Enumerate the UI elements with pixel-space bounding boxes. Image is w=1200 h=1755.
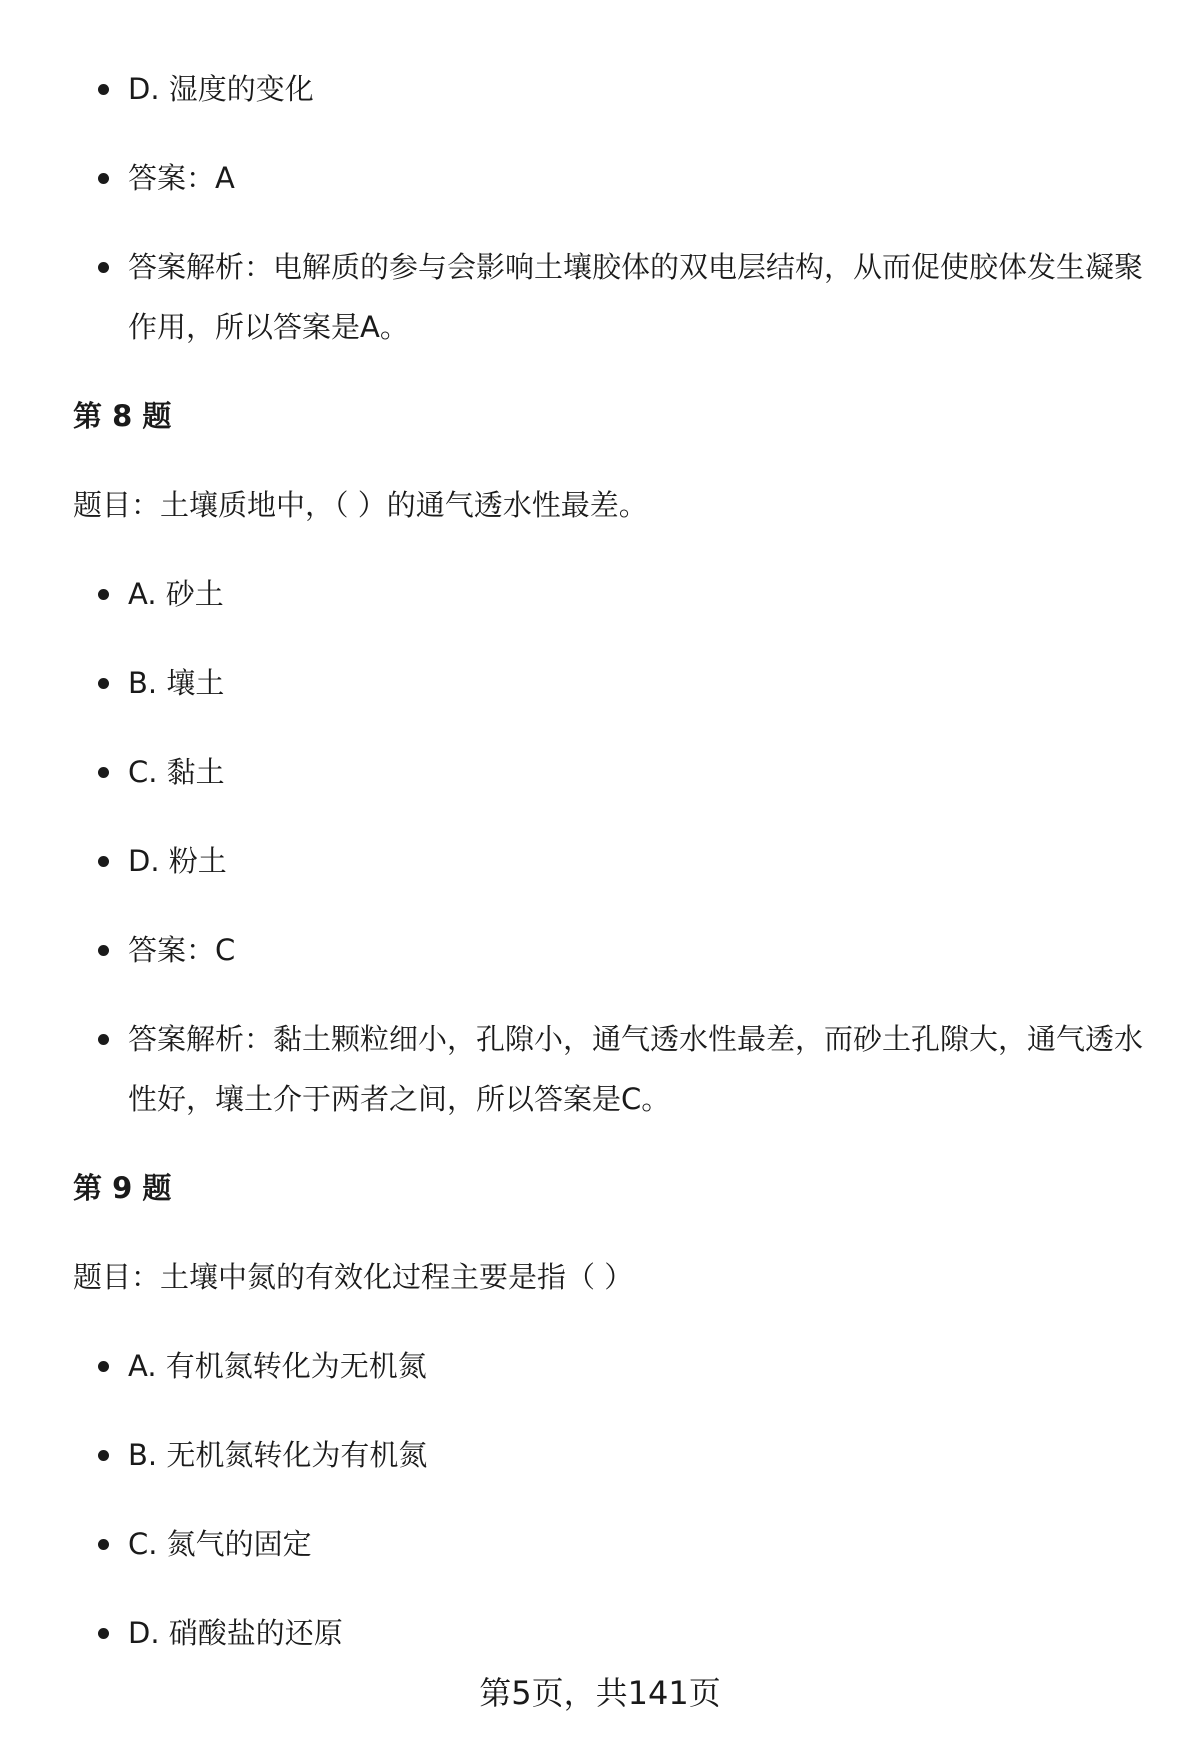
answer-explanation: 答案解析：电解质的参与会影响土壤胶体的双电层结构，从而促使胶体发生凝聚作用，所以答案是A。: [128, 250, 1144, 344]
option-a: A. 有机氮转化为无机氮: [128, 1349, 427, 1383]
bullet-icon: [98, 767, 109, 778]
bullet-icon: [98, 84, 109, 95]
answer: 答案：C: [128, 933, 236, 967]
option-c: C. 黏土: [128, 755, 225, 789]
bullet-icon: [98, 1450, 109, 1461]
bullet-icon: [98, 1628, 109, 1639]
bullet-icon: [98, 1034, 109, 1045]
option-b: B. 壤土: [128, 666, 225, 700]
bullet-icon: [98, 262, 109, 273]
option-d: D. 粉土: [128, 844, 227, 878]
bullet-icon: [98, 173, 109, 184]
option-d: D. 硝酸盐的还原: [128, 1616, 343, 1650]
bullet-icon: [98, 678, 109, 689]
option-b: B. 无机氮转化为有机氮: [128, 1438, 428, 1472]
question-stem: 题目：土壤质地中，（ ）的通气透水性最差。: [73, 488, 648, 522]
answer-explanation: 答案解析：黏土颗粒细小，孔隙小，通气透水性最差，而砂土孔隙大，通气透水性好，壤土介于两者之间，所以答案是C。: [128, 1022, 1144, 1116]
bullet-icon: [98, 856, 109, 867]
option-d: D. 湿度的变化: [128, 72, 314, 106]
question-heading: 第 9 题: [73, 1171, 172, 1205]
option-a: A. 砂土: [128, 577, 224, 611]
bullet-icon: [98, 1539, 109, 1550]
page-number: 第5页，共141页: [479, 1674, 721, 1712]
question-heading: 第 8 题: [73, 399, 172, 433]
question-stem: 题目：土壤中氮的有效化过程主要是指（ ）: [73, 1260, 634, 1294]
bullet-icon: [98, 945, 109, 956]
bullet-icon: [98, 589, 109, 600]
answer: 答案：A: [128, 161, 235, 195]
option-c: C. 氮气的固定: [128, 1527, 312, 1561]
bullet-icon: [98, 1361, 109, 1372]
